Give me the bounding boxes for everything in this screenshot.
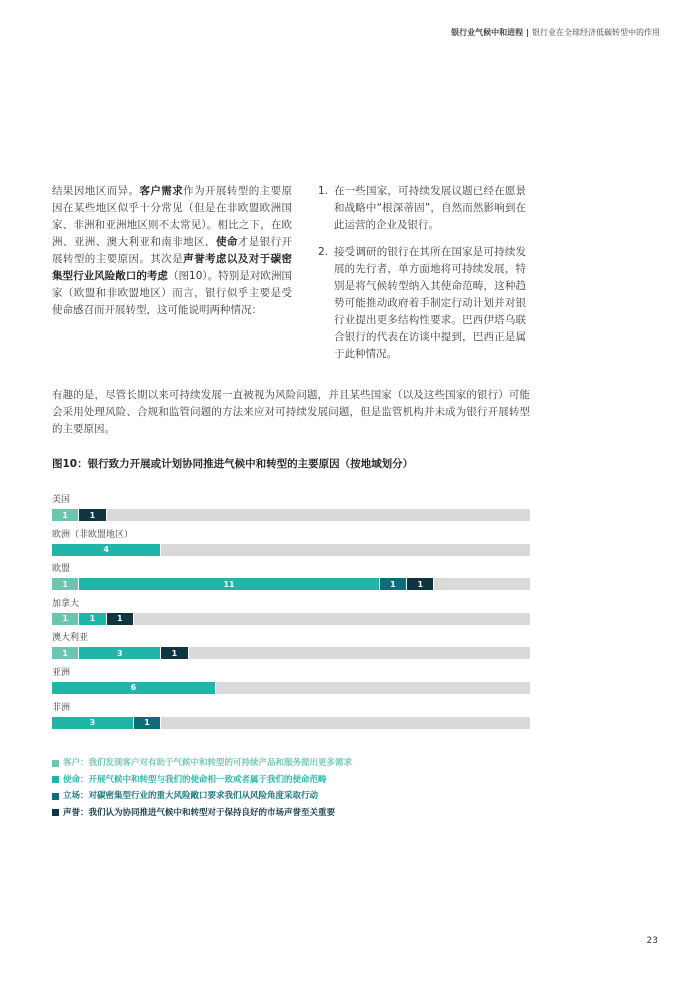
legend-swatch: [52, 760, 59, 767]
bold-term-mission: 使命: [215, 236, 238, 248]
list-text: 接受调研的银行在其所在国家是可持续发展的先行者，单方面地将可持续发展，特别是将气候转型纳入其使命范畴，这种趋势可能推动政府着手制定行动计划并对银行业提出更多结构性要求。巴西伊塔乌联合银行的代表在访谈中提到，巴西正是属于此种情况。: [334, 246, 526, 360]
header-separator: |: [526, 28, 529, 37]
chart-row: [52, 702, 530, 737]
legend-swatch: [52, 809, 59, 816]
page-number: 23: [646, 936, 658, 946]
bar-segment: 1: [134, 717, 161, 729]
body-paragraph: 有趣的是，尽管长期以来可持续发展一直被视为风险问题，并且某些国家（以及这些国家的银行）可能会采用处理风险、合规和监管问题的方法来应对可持续发展问题，但是监管机构并未成为银行开展转型的主要原因。: [52, 389, 530, 435]
running-header: [451, 27, 660, 38]
legend-item: [52, 788, 352, 805]
category-label: 非洲: [52, 702, 71, 713]
bar-segment: 6: [52, 682, 216, 694]
legend-item: [52, 772, 352, 789]
bar-segment: 1: [380, 578, 407, 590]
stacked-bar-chart: [52, 494, 530, 736]
legend-label: 使命：开展气候中和转型与我们的使命相一致或者属于我们的使命范畴: [63, 774, 327, 785]
bar-segment: 4: [52, 544, 161, 556]
bar-track: [52, 647, 530, 659]
bold-term-customer-demand: 客户需求: [139, 185, 184, 197]
bar-track: [52, 682, 530, 694]
list-number: 2.: [318, 246, 329, 258]
bar-track: [52, 578, 530, 590]
bar-segment: 1: [79, 509, 106, 521]
bar-segment: 1: [52, 613, 79, 625]
legend-label: 立场：对碳密集型行业的重大风险敞口要求我们从风险角度采取行动: [63, 791, 319, 801]
text-run: 结果因地区而异。: [52, 185, 140, 197]
bar-segment: 3: [79, 647, 161, 659]
list-item: [318, 244, 526, 363]
bar-segment: 3: [52, 717, 134, 729]
chart-row: [52, 598, 530, 633]
bar-segment: 11: [79, 578, 379, 590]
legend-label: 客户：我们发现客户对有助于气候中和转型的可持续产品和服务提出更多需求: [63, 758, 353, 768]
bar-segment: 1: [161, 647, 188, 659]
category-label: 欧盟: [52, 564, 71, 575]
bar-segment: 1: [407, 578, 434, 590]
legend-swatch: [52, 776, 59, 783]
chart-row: [52, 632, 530, 667]
category-label: 美国: [52, 495, 71, 505]
legend-item: [52, 805, 352, 822]
legend-item: [52, 755, 352, 772]
chart-row: [52, 494, 530, 529]
chart-legend: [52, 755, 352, 821]
chart-row: [52, 667, 530, 702]
right-column-list: [318, 183, 526, 373]
legend-swatch: [52, 793, 59, 800]
bar-track: [52, 613, 530, 625]
header-title: 银行业气候中和进程: [451, 28, 524, 37]
bold-term-reputation: 声誉考虑以及对于碳密集型行业风险敞口的考虑: [52, 253, 293, 282]
list-number: 1.: [318, 185, 329, 197]
category-label: 欧洲（非欧盟地区）: [52, 529, 134, 540]
chart-row: [52, 563, 530, 598]
category-label: 亚洲: [52, 667, 71, 678]
bar-track: [52, 509, 530, 521]
list-item: [318, 183, 526, 234]
list-text: 在一些国家，可持续发展议题已经在愿景和战略中“根深蒂固”，自然而然影响到在此运营的企业及银行。: [334, 185, 526, 231]
text-run: 作为开展转型的主要原因在某些地区似乎十分常见（但是在非欧盟欧洲国家、非洲和亚洲地区则不太常见）。相比之下，在欧洲、亚洲、澳大利亚和南非地区，: [52, 185, 293, 248]
category-label: 加拿大: [52, 598, 80, 609]
bar-track: [52, 717, 530, 729]
bar-segment: 1: [79, 613, 106, 625]
bar-segment: 1: [107, 613, 134, 625]
left-column-text: [52, 183, 292, 319]
bar-segment: 1: [52, 647, 79, 659]
bar-track: [52, 544, 530, 556]
figure-title: 图10：银行致力开展或计划协同推进气候中和转型的主要原因（按地域划分）: [52, 458, 414, 470]
legend-label: 声誉：我们认为协同推进气候中和转型对于保持良好的市场声誉至关重要: [63, 807, 336, 818]
text-run: 才是银行开展转型的主要原因。其次是: [52, 236, 293, 265]
bar-segment: 1: [52, 509, 79, 521]
chart-row: [52, 529, 530, 564]
header-subtitle: 银行业在全球经济低碳转型中的作用: [532, 28, 660, 37]
bar-segment: 1: [52, 578, 79, 590]
text-run: （图10）。特别是对欧洲国家（欧盟和非欧盟地区）而言，银行似乎主要是受使命感召而开展转型，这可能说明两种情况：: [52, 270, 292, 316]
category-label: 澳大利亚: [52, 633, 89, 644]
